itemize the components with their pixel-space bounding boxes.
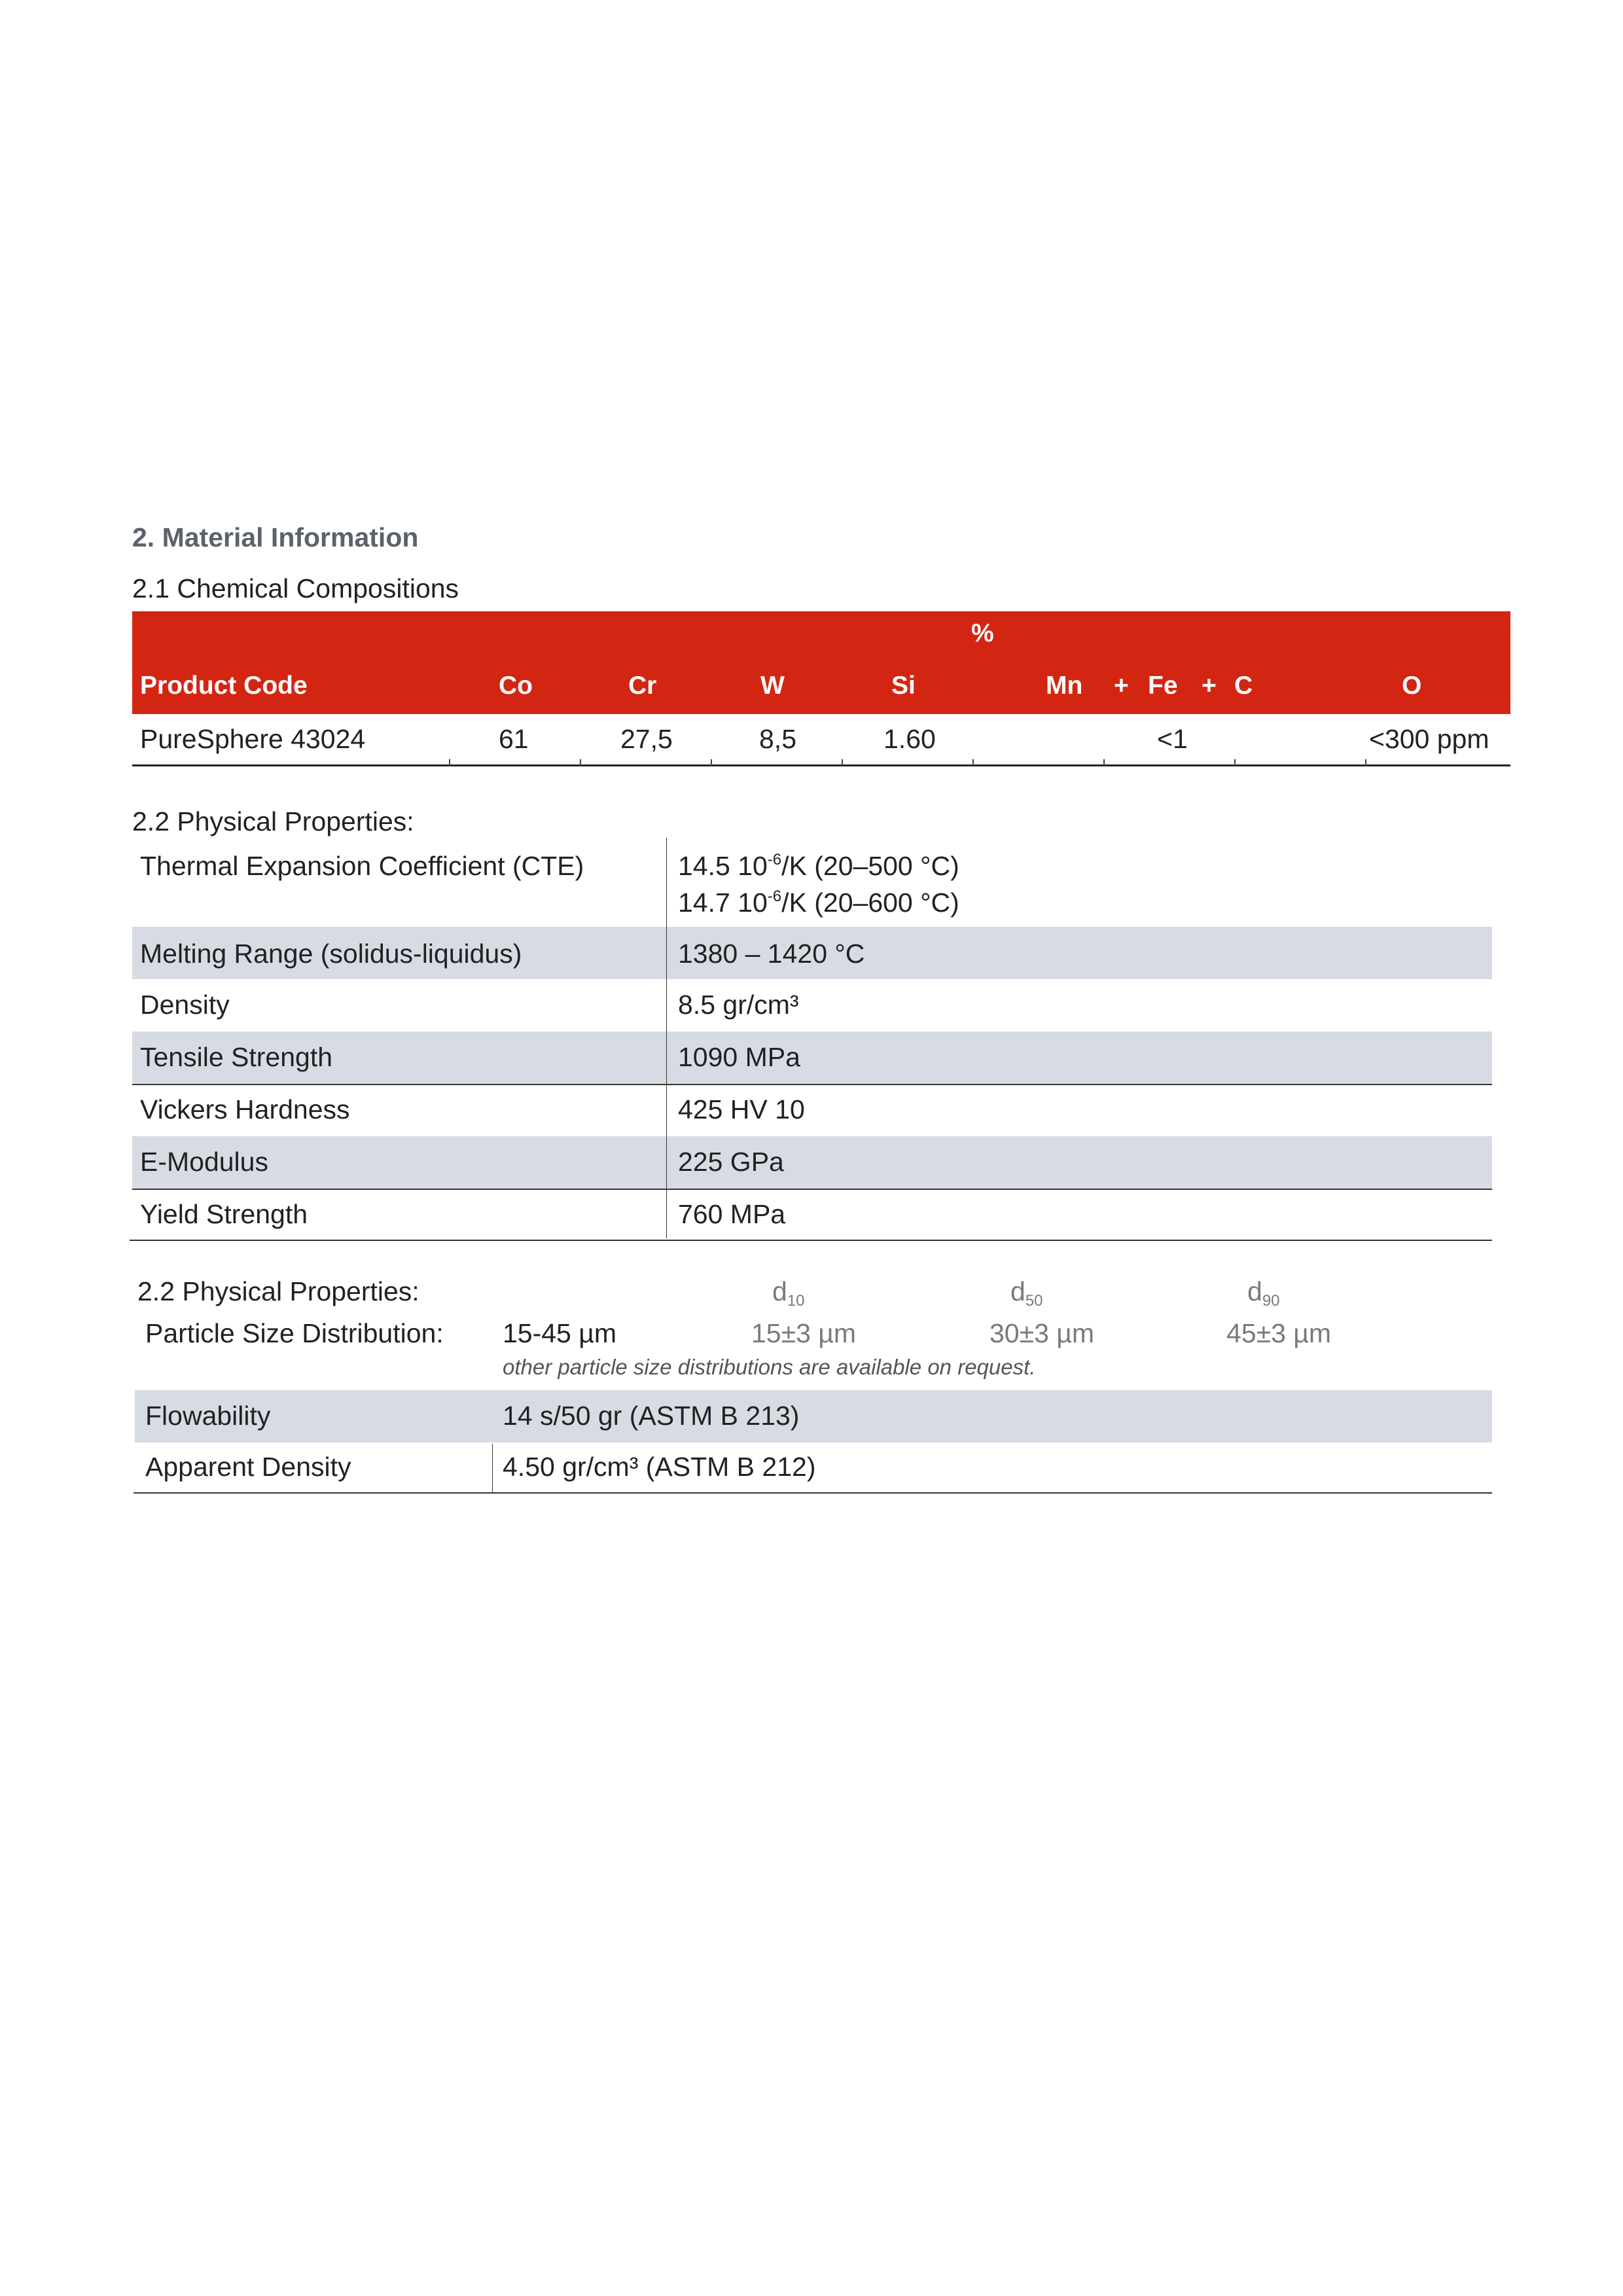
column-tick xyxy=(711,759,712,766)
chemical-heading: 2.1 Chemical Compositions xyxy=(132,573,459,603)
flowability-value: 14 s/50 gr (ASTM B 213) xyxy=(503,1401,800,1431)
psd-note: other particle size distributions are available on request. xyxy=(503,1355,1036,1379)
header-product-code: Product Code xyxy=(140,672,308,700)
chemical-table-row xyxy=(132,720,1510,759)
column-tick xyxy=(1365,759,1366,766)
column-tick xyxy=(1234,759,1236,766)
column-tick xyxy=(449,759,450,766)
column-tick xyxy=(1103,759,1105,766)
column-divider xyxy=(492,1444,493,1494)
apparent-density-label: Apparent Density xyxy=(145,1452,351,1482)
vickers-hardness-value: 425 HV 10 xyxy=(678,1094,805,1124)
header-plus-2: + xyxy=(1202,672,1217,700)
cell-product-code: PureSphere 43024 xyxy=(140,724,366,754)
column-divider xyxy=(666,838,667,1238)
chemical-table-rule xyxy=(132,764,1510,766)
vickers-hardness-label: Vickers Hardness xyxy=(140,1094,350,1124)
section-title: 2. Material Information xyxy=(132,522,419,552)
column-tick xyxy=(580,759,581,766)
cte-label: Thermal Expansion Coefficient (CTE) xyxy=(140,851,584,881)
table-bottom-rule xyxy=(130,1240,1492,1241)
d90-value: 45±3 µm xyxy=(1226,1318,1332,1348)
header-mn: Mn xyxy=(1046,672,1083,700)
density-value: 8.5 gr/cm³ xyxy=(678,990,799,1020)
psd-label: Particle Size Distribution: xyxy=(145,1318,444,1348)
cell-o: <300 ppm xyxy=(1369,724,1489,754)
flowability-row xyxy=(135,1390,1492,1443)
tensile-strength-label: Tensile Strength xyxy=(140,1042,333,1072)
column-tick xyxy=(972,759,974,766)
melting-range-label: Melting Range (solidus-liquidus) xyxy=(140,939,522,969)
d10-header: d10 xyxy=(772,1276,805,1310)
header-cr: Cr xyxy=(628,672,657,700)
density-label: Density xyxy=(140,990,230,1020)
melting-range-value: 1380 – 1420 °C xyxy=(678,939,865,969)
d90-header: d90 xyxy=(1247,1276,1280,1310)
d50-header: d50 xyxy=(1010,1276,1043,1310)
column-tick xyxy=(842,759,843,766)
cte-value-1: 14.5 $10^{-6}/K$ (20–500 °C) xyxy=(678,851,959,881)
cte-value-2: 14.7 $10^{-6}/K$ (20–600 °C) xyxy=(678,888,959,918)
cell-co: 61 xyxy=(499,724,529,754)
e-modulus-value: 225 GPa xyxy=(678,1147,784,1177)
row-divider xyxy=(132,1084,1492,1085)
header-si: Si xyxy=(891,672,916,700)
yield-strength-label: Yield Strength xyxy=(140,1199,308,1229)
flowability-label: Flowability xyxy=(145,1401,271,1431)
powder-table-bottom-rule xyxy=(134,1492,1492,1494)
cell-cr: 27,5 xyxy=(620,724,673,754)
psd-range: 15-45 µm xyxy=(503,1318,617,1348)
e-modulus-label: E-Modulus xyxy=(140,1147,268,1177)
percent-label: % xyxy=(971,619,994,647)
d10-value: 15±3 µm xyxy=(751,1318,857,1348)
row-divider xyxy=(132,1189,1492,1190)
chemical-table-header xyxy=(132,611,1510,714)
powder-heading: 2.2 Physical Properties: xyxy=(137,1276,419,1306)
tensile-strength-row xyxy=(132,1031,1492,1084)
d50-value: 30±3 µm xyxy=(990,1318,1095,1348)
tensile-strength-value: 1090 MPa xyxy=(678,1042,800,1072)
header-o: O xyxy=(1402,672,1422,700)
cell-si: 1.60 xyxy=(883,724,936,754)
e-modulus-row xyxy=(132,1136,1492,1189)
header-co: Co xyxy=(499,672,533,700)
header-c: C xyxy=(1234,672,1253,700)
yield-strength-value: 760 MPa xyxy=(678,1199,786,1229)
header-plus-1: + xyxy=(1114,672,1129,700)
physical-heading: 2.2 Physical Properties: xyxy=(132,806,414,836)
header-w: W xyxy=(760,672,785,700)
cell-w: 8,5 xyxy=(759,724,796,754)
apparent-density-value: 4.50 gr/cm³ (ASTM B 212) xyxy=(503,1452,816,1482)
cell-mn-fe-c: <1 xyxy=(1157,724,1188,754)
header-fe: Fe xyxy=(1148,672,1178,700)
